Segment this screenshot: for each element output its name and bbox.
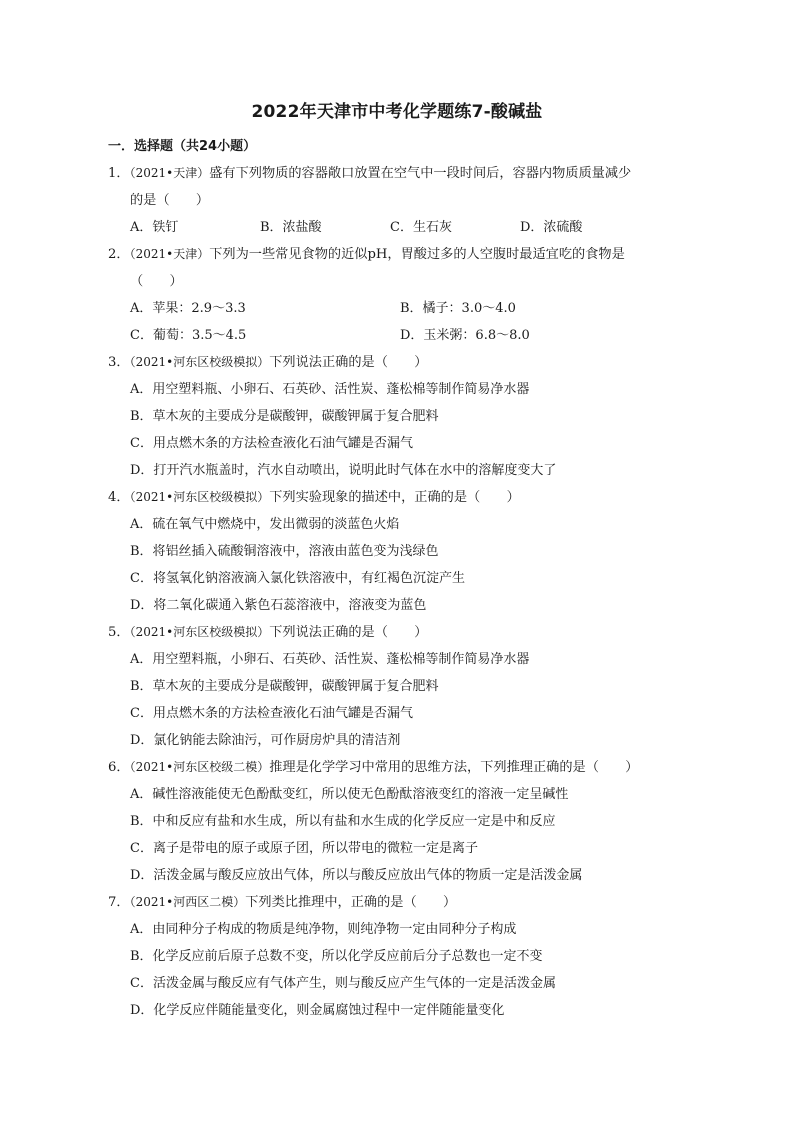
option-c: C．活泼金属与酸反应有气体产生，则与酸反应产生气体的一定是活泼金属	[130, 976, 556, 991]
option-a: A．由同种分子构成的物质是纯净物，则纯净物一定由同种分子构成	[130, 922, 517, 937]
question-stem	[108, 619, 688, 646]
option-d: D．氯化钠能去除油污，可作厨房炉具的清洁剂	[130, 733, 401, 748]
option-c: C．用点燃木条的方法检查液化石油气罐是否漏气	[130, 436, 413, 451]
question-stem	[108, 889, 688, 916]
option-c: C．用点燃木条的方法检查液化石油气罐是否漏气	[130, 706, 413, 721]
option-b: B．将铝丝插入硫酸铜溶液中，溶液由蓝色变为浅绿色	[130, 544, 439, 559]
option-b: B．化学反应前后原子总数不变，所以化学反应前后分子总数也一定不变	[130, 949, 543, 964]
question-number: 2．	[108, 247, 130, 262]
option-row	[108, 214, 688, 241]
option-d: D．打开汽水瓶盖时，汽水自动喷出，说明此时气体在水中的溶解度变大了	[130, 463, 557, 478]
question-stem	[108, 484, 688, 511]
document-title: 2022年天津市中考化学题练7-酸碱盐	[251, 102, 543, 122]
question-6	[108, 754, 688, 889]
question-text: 下列为一些常见食物的近似pH，胃酸过多的人空腹时最适宜吃的食物是	[209, 247, 625, 262]
question-7	[108, 889, 688, 1024]
question-source: （2021•河东区校级模拟）	[129, 355, 270, 369]
question-stem	[108, 160, 688, 187]
question-source: （2021•河西区二模）	[129, 895, 246, 909]
question-2	[108, 241, 688, 349]
question-text: 下列类比推理中，正确的是（ ）	[245, 895, 457, 910]
question-4	[108, 484, 688, 619]
option-d: D．活泼金属与酸反应放出气体，所以与酸反应放出气体的物质一定是活泼金属	[130, 868, 583, 883]
question-stem-continuation: 的是（ ）	[130, 193, 210, 208]
option-a: A．铁钉	[130, 220, 179, 235]
option-a: A．苹果：2.9～3.3	[130, 301, 246, 316]
option-c: C．将氢氧化钠溶液滴入氯化铁溶液中，有红褐色沉淀产生	[130, 571, 465, 586]
question-5	[108, 619, 688, 754]
question-source: （2021•河东区校级模拟）	[129, 490, 270, 504]
option-b: B．草木灰的主要成分是碳酸钾，碳酸钾属于复合肥料	[130, 679, 439, 694]
option-a: A．硫在氧气中燃烧中，发出微弱的淡蓝色火焰	[130, 517, 400, 532]
question-text: 下列说法正确的是（ ）	[269, 625, 428, 640]
option-a: A．碱性溶液能使无色酚酞变红，所以使无色酚酞溶液变红的溶液一定呈碱性	[130, 787, 569, 802]
option-c: C．葡萄：3.5～4.5	[130, 328, 247, 343]
question-text: 盛有下列物质的容器敞口放置在空气中一段时间后，容器内物质质量减少	[209, 166, 632, 181]
section-heading: 一．选择题（共24小题）	[108, 139, 257, 154]
question-text: 下列说法正确的是（ ）	[269, 355, 428, 370]
option-b: B．草木灰的主要成分是碳酸钾，碳酸钾属于复合肥料	[130, 409, 439, 424]
question-list	[108, 160, 688, 1024]
question-number: 6．	[108, 760, 130, 775]
question-3	[108, 349, 688, 484]
question-number: 1．	[108, 166, 130, 181]
question-stem-continuation: （ ）	[130, 274, 183, 289]
question-number: 3．	[108, 355, 130, 370]
question-number: 5．	[108, 625, 130, 640]
option-d: D．浓硫酸	[520, 220, 583, 235]
question-source: （2021•河东区校级二模）	[129, 760, 270, 774]
question-number: 4．	[108, 490, 130, 505]
option-row	[108, 322, 688, 349]
question-source: （2021•天津）	[129, 166, 210, 180]
option-d: D．化学反应伴随能量变化，则金属腐蚀过程中一定伴随能量变化	[130, 1003, 505, 1018]
question-stem	[108, 754, 688, 781]
question-text: 推理是化学学习中常用的思维方法，下列推理正确的是（ ）	[269, 760, 639, 775]
option-c: C．生石灰	[390, 220, 452, 235]
option-d: D．玉米粥：6.8～8.0	[400, 328, 530, 343]
question-1	[108, 160, 688, 241]
option-b: B．浓盐酸	[260, 220, 322, 235]
question-source: （2021•天津）	[129, 247, 210, 261]
question-number: 7．	[108, 895, 130, 910]
option-b: B．中和反应有盐和水生成，所以有盐和水生成的化学反应一定是中和反应	[130, 814, 556, 829]
option-row	[108, 295, 688, 322]
option-d: D．将二氧化碳通入紫色石蕊溶液中，溶液变为蓝色	[130, 598, 427, 613]
option-a: A．用空塑料瓶、小卵石、石英砂、活性炭、蓬松棉等制作简易净水器	[130, 382, 530, 397]
question-text: 下列实验现象的描述中，正确的是（ ）	[269, 490, 520, 505]
question-source: （2021•河东区校级模拟）	[129, 625, 270, 639]
option-a: A．用空塑料瓶，小卵石、石英砂、活性炭、蓬松棉等制作简易净水器	[130, 652, 530, 667]
question-stem	[108, 241, 688, 268]
question-stem	[108, 349, 688, 376]
option-b: B．橘子：3.0～4.0	[400, 301, 516, 316]
option-c: C．离子是带电的原子或原子团，所以带电的微粒一定是离子	[130, 841, 478, 856]
